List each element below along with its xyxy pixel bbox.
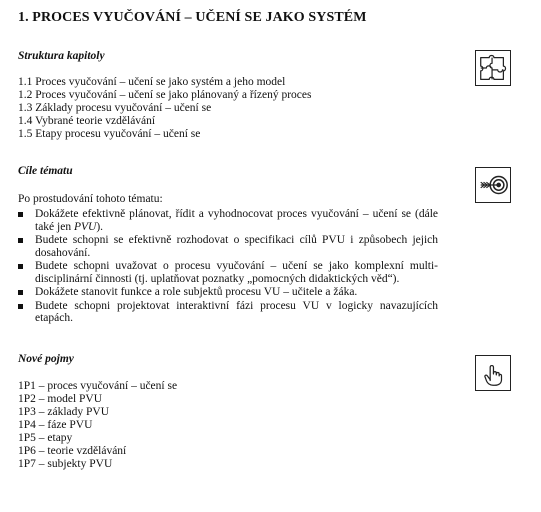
structure-item: 1.1 Proces vyučování – učení se jako systém a jeho model xyxy=(18,76,286,88)
chapter-title: 1. PROCES VYUČOVÁNÍ – UČENÍ SE JAKO SYSTÉM xyxy=(18,10,367,25)
structure-list xyxy=(18,76,311,141)
goal-text: Dokážete stanovit funkce a role subjektů procesu VU – učitele a žáka. xyxy=(35,286,358,298)
structure-item: 1.3 Základy procesu vyučování – učení se xyxy=(18,102,212,114)
goals-list xyxy=(18,208,438,326)
goal-text-end: ). xyxy=(96,220,104,233)
goal-text: Budete schopni projektovat interaktivní fázi procesu VU v logicky navazujících etapách. xyxy=(35,299,438,324)
bullet-square-icon xyxy=(18,264,23,269)
goal-text: Budete schopni uvažovat o procesu vyučování – učení se jako komplexní multidisciplinární činnosti (tj. uplatňovat poznatky „pomocných didaktických věd“). xyxy=(35,260,438,285)
goal-item xyxy=(18,300,438,325)
goals-intro: Po prostudování tohoto tématu: xyxy=(18,193,163,205)
goal-text: Dokážete efektivně plánovat, řídit a vyhodnocovat proces vyučování – učení se (dále také jen xyxy=(35,208,438,233)
term-item: 1P6 – teorie vzdělávání xyxy=(18,445,127,457)
pointing-hand-icon xyxy=(475,355,511,391)
term-item: 1P2 – model PVU xyxy=(18,393,103,405)
term-item: 1P4 – fáze PVU xyxy=(18,419,93,431)
terms-heading: Nové pojmy xyxy=(18,353,74,365)
term-item: 1P5 – etapy xyxy=(18,432,73,444)
goal-item xyxy=(18,234,438,259)
structure-item: 1.4 Vybrané teorie vzdělávání xyxy=(18,115,156,127)
structure-heading: Struktura kapitoly xyxy=(18,50,105,62)
goals-heading: Cíle tématu xyxy=(18,165,73,177)
goal-item xyxy=(18,260,438,285)
goal-emphasis: PVU xyxy=(73,220,97,233)
structure-item: 1.2 Proces vyučování – učení se jako plánovaný a řízený proces xyxy=(18,89,312,101)
bullet-square-icon xyxy=(18,212,23,217)
goal-item xyxy=(18,208,438,233)
puzzle-icon xyxy=(475,50,511,86)
term-item: 1P3 – základy PVU xyxy=(18,406,110,418)
terms-list xyxy=(18,380,177,471)
bullet-square-icon xyxy=(18,238,23,243)
term-item: 1P1 – proces vyučování – učení se xyxy=(18,380,178,392)
structure-item: 1.5 Etapy procesu vyučování – učení se xyxy=(18,128,201,140)
bullet-square-icon xyxy=(18,290,23,295)
goal-text: Budete schopni se efektivně rozhodovat o specifikaci cílů PVU i způsobech jejich dosahování. xyxy=(35,234,438,259)
bullet-square-icon xyxy=(18,304,23,309)
term-item: 1P7 – subjekty PVU xyxy=(18,458,113,470)
goal-item xyxy=(18,286,438,299)
target-icon xyxy=(475,167,511,203)
